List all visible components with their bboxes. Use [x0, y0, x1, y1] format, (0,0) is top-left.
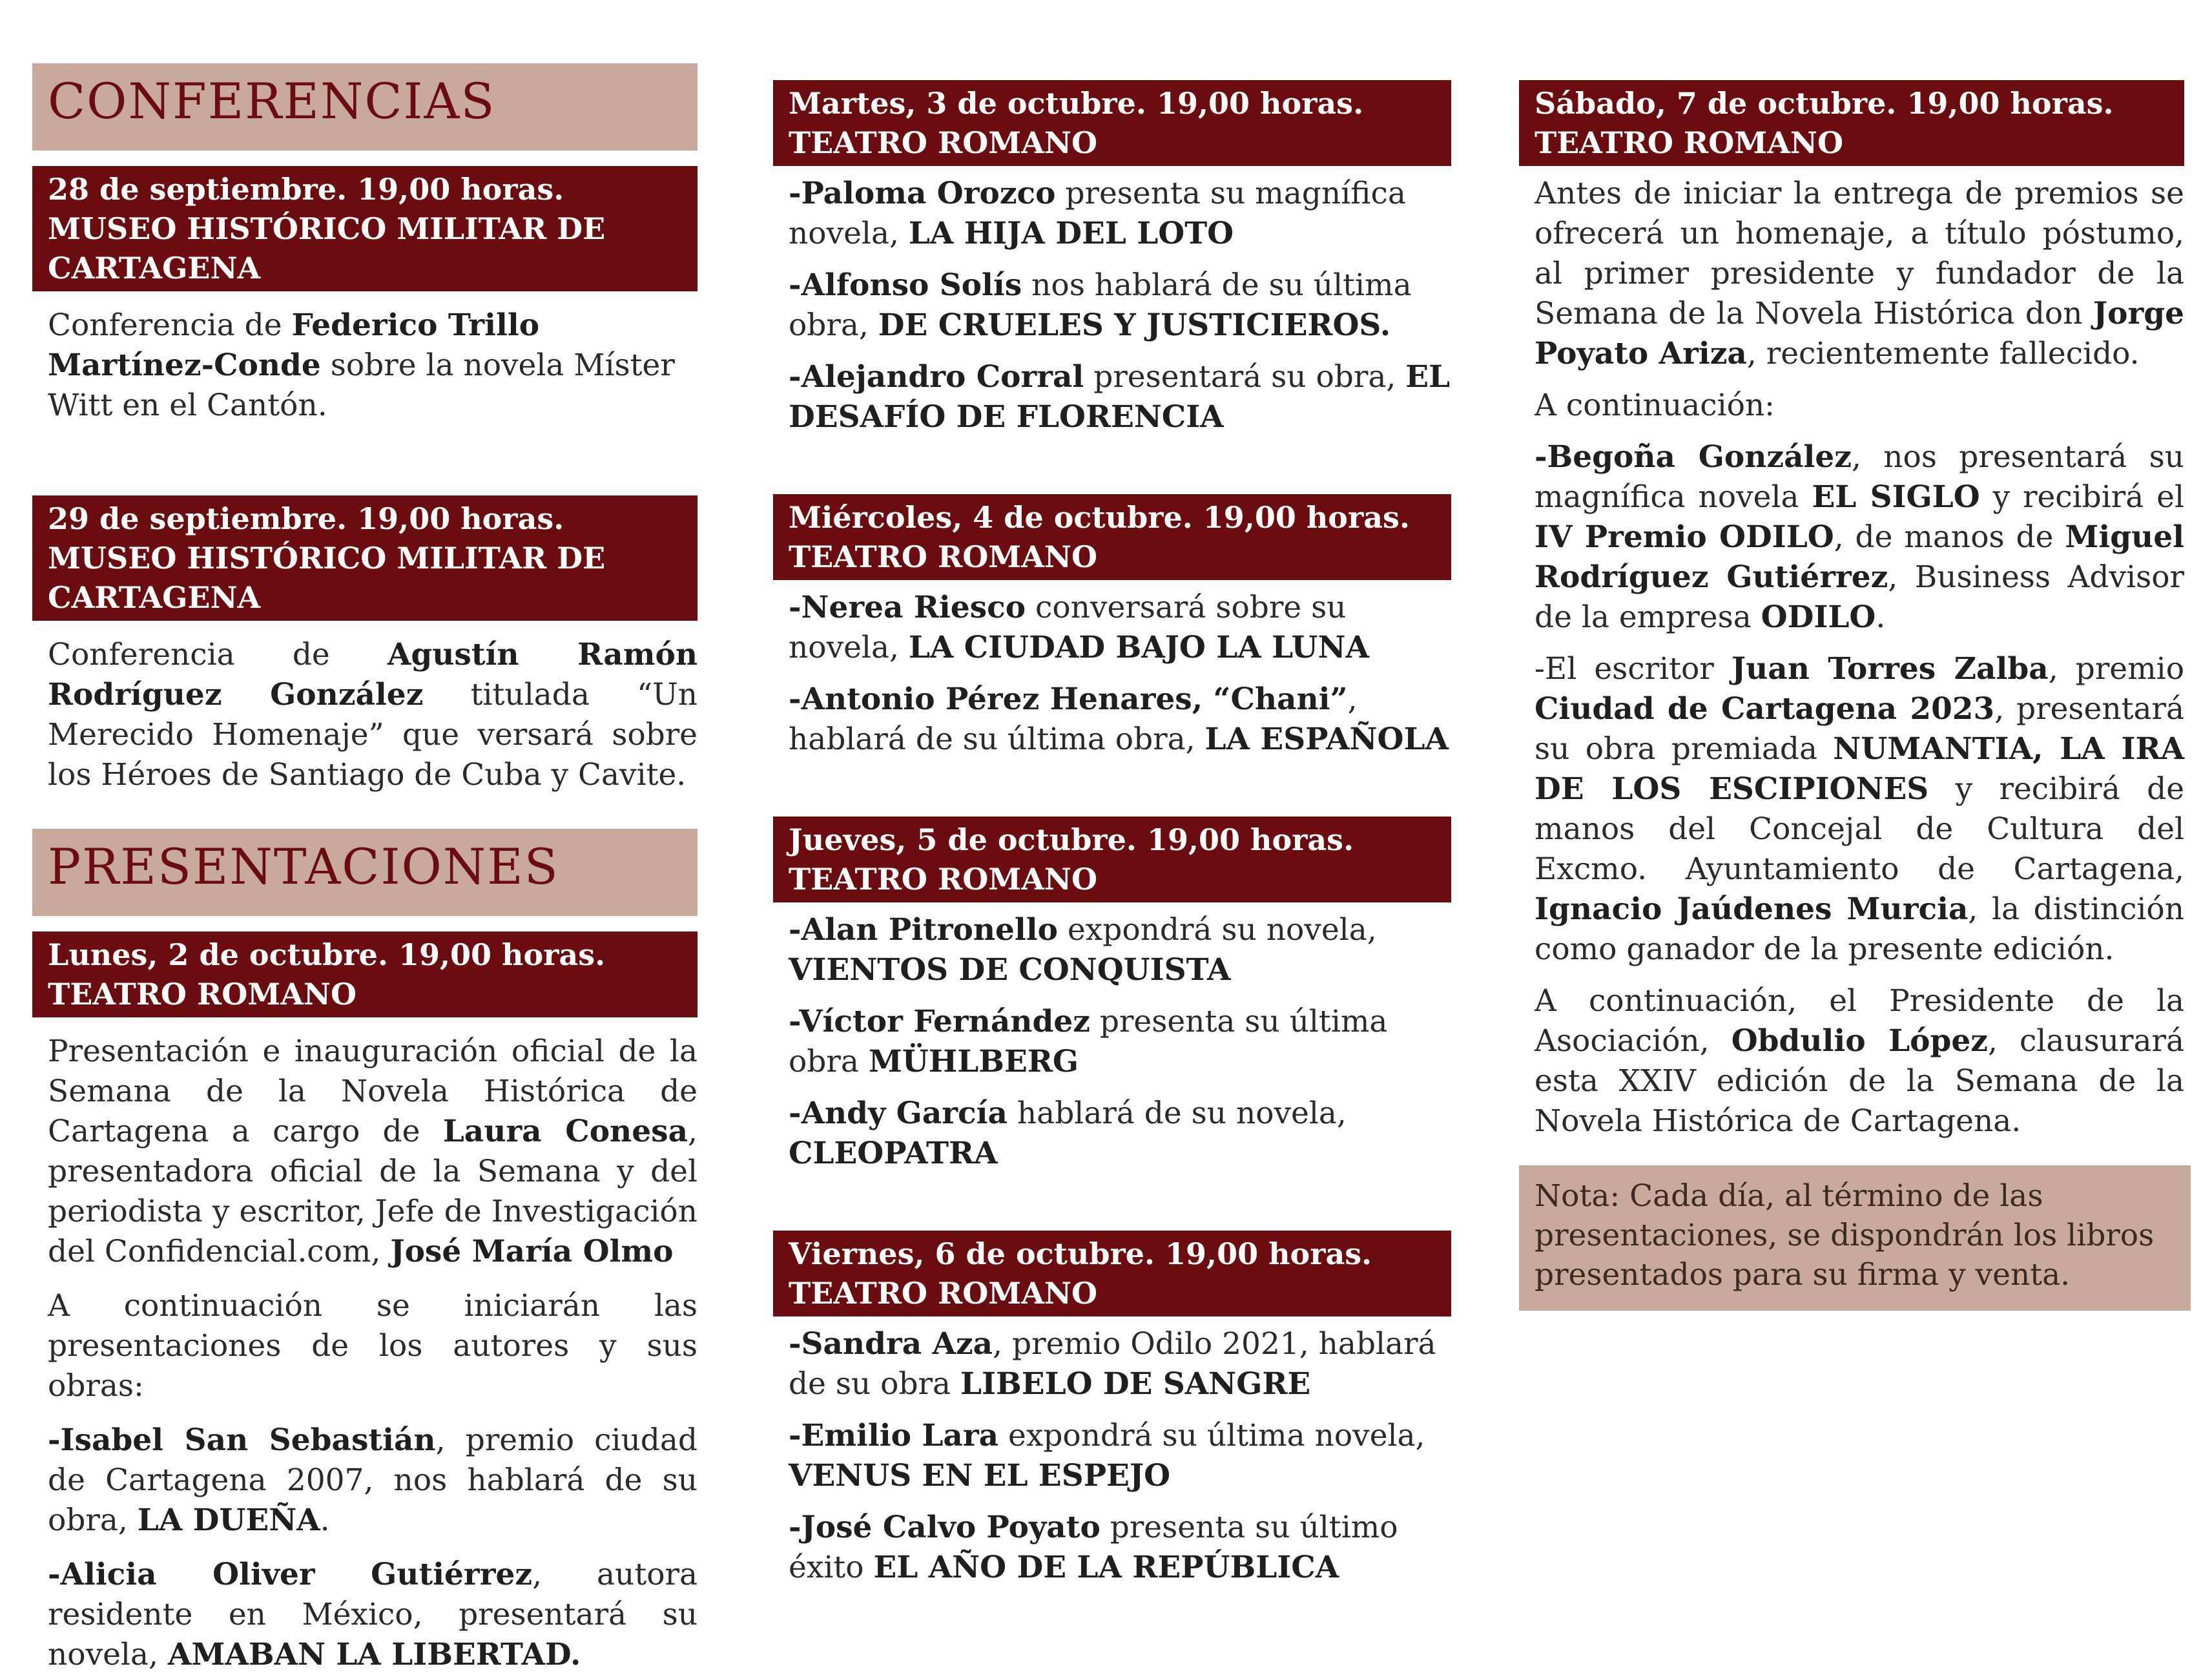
- conference-2-header: 29 de septiembre. 19,00 horas. MUSEO HISTÓRICO MILITAR DE CARTAGENA: [32, 495, 698, 621]
- friday-entry-1: -Sandra Aza, premio Odilo 2021, hablará de su obra LIBELO DE SANGRE: [789, 1326, 1436, 1402]
- friday-entry-2: -Emilio Lara expondrá su última novela, VENUS EN EL ESPEJO: [789, 1418, 1425, 1493]
- conference-1-text: Conferencia de Federico Trillo Martínez-Conde sobre la novela Míster Witt en el Cantón.: [48, 307, 675, 423]
- saturday-header-venue: TEATRO ROMANO: [1535, 125, 1844, 160]
- tuesday-entry-2: -Alfonso Solís nos hablará de su última obra, DE CRUELES Y JUSTICIEROS.: [789, 267, 1412, 343]
- saturday-entry-1: -Begoña González, nos presentará su magnífica novela EL SIGLO y recibirá el IV Premio ODILO, de manos de Miguel Rodríguez Gutiérrez, Business Advisor de la empresa ODILO.: [1535, 439, 2184, 635]
- column-right: [1519, 0, 2185, 1293]
- thursday-header-date: Jueves, 5 de octubre. 19,00 horas.: [789, 822, 1354, 857]
- wednesday-header: [773, 494, 1451, 580]
- friday-header: [773, 1231, 1451, 1316]
- tuesday-header: [773, 80, 1451, 166]
- monday-header-date: Lunes, 2 de octubre. 19,00 horas.: [48, 937, 606, 972]
- saturday-header-date: Sábado, 7 de octubre. 19,00 horas.: [1535, 86, 2114, 121]
- saturday-closing: A continuación, el Presidente de la Asociación, Obdulio López, clausurará esta XXIV edición de la Semana de la Novela Histórica de Cartagena.: [1535, 983, 2184, 1139]
- conferencias-title: CONFERENCIAS: [32, 63, 698, 151]
- monday-continuation: A continuación se iniciarán las presentaciones de los autores y sus obras:: [48, 1288, 698, 1404]
- wednesday-entry-2: -Antonio Pérez Henares, “Chani”, hablará de su última obra, LA ESPAÑOLA: [789, 681, 1449, 757]
- wednesday-header-venue: TEATRO ROMANO: [789, 539, 1098, 574]
- tuesday-header-venue: TEATRO ROMANO: [789, 125, 1098, 160]
- friday-entry-3: -José Calvo Poyato presenta su último éxito EL AÑO DE LA REPÚBLICA: [789, 1510, 1398, 1585]
- thursday-entry-2: -Víctor Fernández presenta su última obra MÜHLBERG: [789, 1004, 1388, 1079]
- presentaciones-title: PRESENTACIONES: [32, 829, 698, 916]
- monday-header: [32, 931, 698, 1017]
- monday-header-venue: TEATRO ROMANO: [48, 977, 357, 1012]
- friday-header-venue: TEATRO ROMANO: [789, 1276, 1098, 1311]
- thursday-header: [773, 817, 1451, 902]
- saturday-homage: Antes de iniciar la entrega de premios se ofrecerá un homenaje, a título póstumo, al primer presidente y fundador de la Semana de la Novela Histórica don Jorge Poyato Ariza, recientemente fallecido.: [1535, 176, 2184, 371]
- thursday-entry-1: -Alan Pitronello expondrá su novela, VIENTOS DE CONQUISTA: [789, 912, 1377, 988]
- monday-entry-2: -Alicia Oliver Gutiérrez, autora residente en México, presentará su novela, AMABAN LA LIBERTAD.: [48, 1557, 698, 1672]
- saturday-entry-2: -El escritor Juan Torres Zalba, premio Ciudad de Cartagena 2023, presentará su obra premiada NUMANTIA, LA IRA DE LOS ESCIPIONES y recibirá de manos del Concejal de Cultura del Excmo. Ayuntamiento de Cartagena, Ignacio Jaúdenes Murcia, la distinción como ganador de la presente edición.: [1535, 651, 2185, 967]
- monday-intro: Presentación e inauguración oficial de la Semana de la Novela Histórica de Cartagena a cargo de Laura Conesa, presentadora oficial de la Semana y del periodista y escritor, Jefe de Investigación del Confidencial.com, José María Olmo: [48, 1034, 698, 1269]
- conference-1-header: 28 de septiembre. 19,00 horas. MUSEO HISTÓRICO MILITAR DE CARTAGENA: [32, 166, 698, 291]
- column-left: [32, 0, 698, 1675]
- wednesday-entry-1: -Nerea Riesco conversará sobre su novela, LA CIUDAD BAJO LA LUNA: [789, 590, 1369, 665]
- thursday-entry-3: -Andy García hablará de su novela, CLEOPATRA: [789, 1096, 1347, 1171]
- tuesday-entry-3: -Alejandro Corral presentará su obra, EL DESAFÍO DE FLORENCIA: [789, 359, 1451, 435]
- monday-entry-1: -Isabel San Sebastián, premio ciudad de Cartagena 2007, nos hablará de su obra, LA DUEÑA.: [48, 1422, 698, 1538]
- tuesday-header-date: Martes, 3 de octubre. 19,00 horas.: [789, 86, 1364, 121]
- friday-header-date: Viernes, 6 de octubre. 19,00 horas.: [789, 1236, 1372, 1271]
- saturday-header: [1519, 80, 2184, 166]
- saturday-continuation: A continuación:: [1535, 388, 1775, 423]
- note-box: Nota: Cada día, al término de las presentaciones, se dispondrán los libros presentados para su firma y venta.: [1519, 1165, 2191, 1311]
- conference-2-text: Conferencia de Agustín Ramón Rodríguez González titulada “Un Merecido Homenaje” que versará sobre los Héroes de Santiago de Cuba y Cavite.: [48, 637, 698, 793]
- thursday-header-venue: TEATRO ROMANO: [789, 862, 1098, 897]
- column-middle: [773, 0, 1451, 1588]
- wednesday-header-date: Miércoles, 4 de octubre. 19,00 horas.: [789, 500, 1410, 535]
- tuesday-entry-1: -Paloma Orozco presenta su magnífica novela, LA HIJA DEL LOTO: [789, 176, 1406, 251]
